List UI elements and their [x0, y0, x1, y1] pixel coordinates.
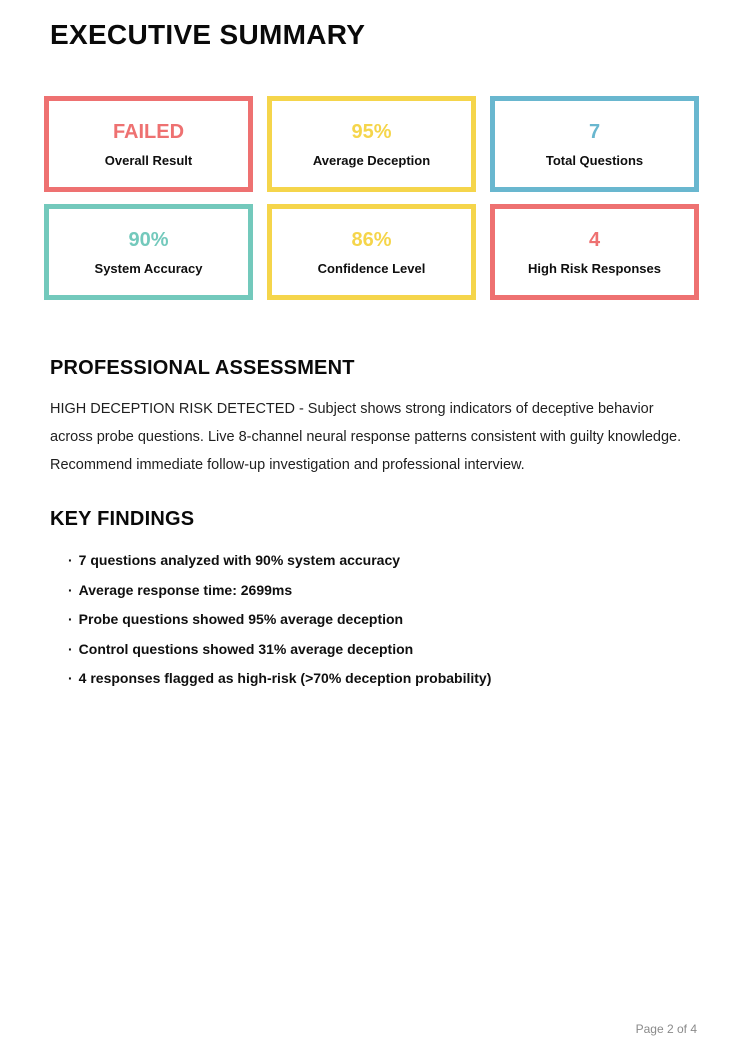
stat-label: Total Questions: [545, 152, 644, 168]
list-item: [68, 671, 697, 686]
stat-label: System Accuracy: [94, 260, 203, 276]
finding-text: 7 questions analyzed with 90% system accuracy: [78, 552, 401, 568]
list-item: [68, 612, 697, 627]
stat-value: FAILED: [112, 120, 185, 143]
finding-text: Average response time: 2699ms: [78, 581, 293, 598]
list-item: [68, 642, 697, 657]
bullet-icon: ·: [68, 611, 73, 627]
stat-label: Overall Result: [104, 152, 193, 168]
stat-card-average-deception: [267, 96, 476, 192]
page-number: Page 2 of 4: [635, 1022, 697, 1036]
stat-label: High Risk Responses: [528, 260, 661, 276]
list-item: [68, 553, 697, 568]
bullet-icon: ·: [68, 670, 73, 686]
stat-cards-grid: [44, 96, 699, 300]
assessment-body: HIGH DECEPTION RISK DETECTED - Subject shows strong indicators of deceptive behavior across probe questions. Live 8-channel neural response patterns consistent with guilty knowledge. Recommend immediate follow-up investigation and professional interview.: [50, 401, 682, 473]
stat-card-system-accuracy: [44, 204, 253, 300]
assessment-heading: PROFESSIONAL ASSESSMENT: [50, 357, 355, 379]
stat-value: 90%: [128, 228, 169, 251]
finding-text: Control questions showed 31% average deception: [78, 640, 414, 657]
findings-list: [68, 553, 697, 686]
bullet-icon: ·: [68, 640, 73, 657]
stat-card-confidence-level: [267, 204, 476, 300]
stat-label: Average Deception: [312, 152, 431, 168]
list-item: [68, 583, 697, 598]
finding-text: Probe questions showed 95% average deception: [78, 611, 404, 627]
stat-value: 86%: [351, 228, 392, 251]
bullet-icon: ·: [68, 552, 73, 568]
stat-card-total-questions: [490, 96, 699, 192]
stat-value: 7: [588, 120, 601, 143]
stat-value: 95%: [351, 120, 392, 143]
page-title: EXECUTIVE SUMMARY: [50, 19, 366, 50]
finding-text: 4 responses flagged as high-risk (>70% deception probability): [78, 670, 492, 686]
bullet-icon: ·: [68, 581, 73, 598]
findings-heading: KEY FINDINGS: [50, 508, 195, 530]
stat-label: Confidence Level: [317, 260, 426, 276]
stat-card-overall-result: [44, 96, 253, 192]
stat-value: 4: [588, 228, 601, 251]
stat-card-high-risk-responses: [490, 204, 699, 300]
